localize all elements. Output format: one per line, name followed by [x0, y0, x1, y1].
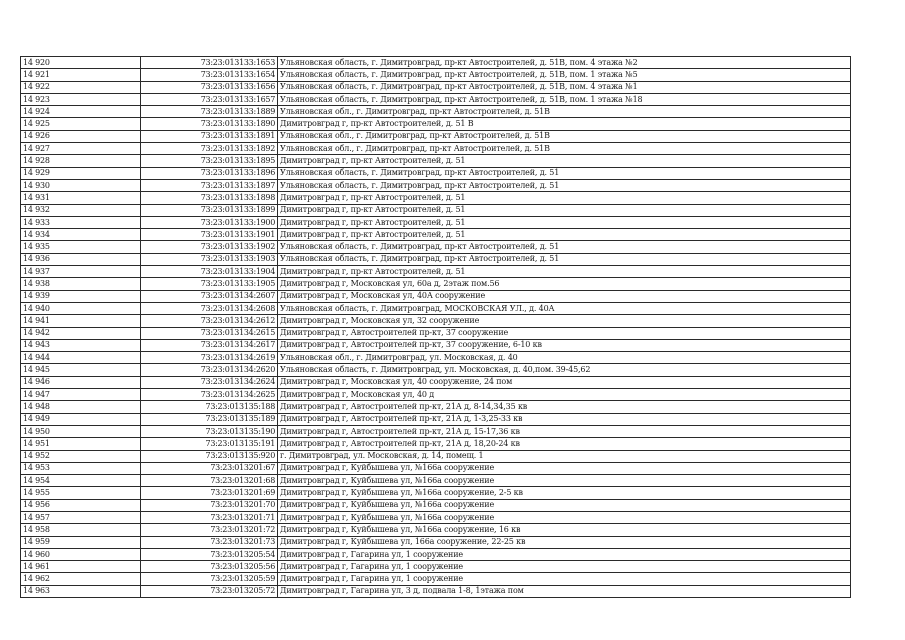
- address-cell: Димитровград г, Куйбышева ул, №166а сооружение: [278, 462, 851, 474]
- address-cell: г. Димитровград, ул. Московская, д. 14, помещ. 1: [278, 450, 851, 462]
- row-number-cell: 14 952: [21, 450, 141, 462]
- row-number-cell: 14 954: [21, 475, 141, 487]
- address-cell: Димитровград г, Автостроителей пр-кт, 37 сооружение, 6-10 кв: [278, 339, 851, 351]
- cadastral-number-cell: 73:23:013133:1899: [141, 204, 278, 216]
- row-number-cell: 14 951: [21, 438, 141, 450]
- row-number-cell: 14 927: [21, 143, 141, 155]
- row-number-cell: 14 959: [21, 536, 141, 548]
- row-number-cell: 14 956: [21, 499, 141, 511]
- row-number-cell: 14 948: [21, 401, 141, 413]
- cadastral-number-cell: 73:23:013133:1657: [141, 93, 278, 105]
- table-row: [21, 155, 851, 167]
- cadastral-number-cell: 73:23:013133:1900: [141, 216, 278, 228]
- table-row: [21, 93, 851, 105]
- row-number-cell: 14 924: [21, 106, 141, 118]
- table-row: [21, 143, 851, 155]
- row-number-cell: 14 955: [21, 487, 141, 499]
- address-cell: Димитровград г, пр-кт Автостроителей, д. 51: [278, 229, 851, 241]
- table-row: [21, 462, 851, 474]
- address-cell: Димитровград г, Гагарина ул, 1 сооружение: [278, 561, 851, 573]
- address-cell: Димитровград г, пр-кт Автостроителей, д. 51: [278, 266, 851, 278]
- table-row: [21, 179, 851, 191]
- row-number-cell: 14 944: [21, 352, 141, 364]
- table-row: [21, 290, 851, 302]
- cadastral-number-cell: 73:23:013133:1905: [141, 278, 278, 290]
- row-number-cell: 14 953: [21, 462, 141, 474]
- address-cell: Димитровград г, Автостроителей пр-кт, 21А д, 1-3,25-33 кв: [278, 413, 851, 425]
- address-cell: Димитровград г, Гагарина ул, 3 д, подвала 1-8, 1этажа пом: [278, 585, 851, 597]
- table-row: [21, 229, 851, 241]
- table-row: [21, 266, 851, 278]
- address-cell: Ульяновская область, г. Димитровград, МОСКОВСКАЯ УЛ., д. 40А: [278, 302, 851, 314]
- cadastral-number-cell: 73:23:013205:54: [141, 548, 278, 560]
- registry-table-body: [21, 57, 851, 598]
- address-cell: Димитровград г, Московская ул, 40 д: [278, 389, 851, 401]
- cadastral-number-cell: 73:23:013135:191: [141, 438, 278, 450]
- row-number-cell: 14 937: [21, 266, 141, 278]
- address-cell: Ульяновская обл., г. Димитровград, пр-кт Автостроителей, д. 51В: [278, 130, 851, 142]
- row-number-cell: 14 942: [21, 327, 141, 339]
- address-cell: Димитровград г, Куйбышева ул, №166а сооружение, 2-5 кв: [278, 487, 851, 499]
- address-cell: Димитровград г, Автостроителей пр-кт, 21А д, 15-17,36 кв: [278, 425, 851, 437]
- address-cell: Димитровград г, Автостроителей пр-кт, 21А д, 8-14,34,35 кв: [278, 401, 851, 413]
- cadastral-number-cell: 73:23:013133:1654: [141, 69, 278, 81]
- address-cell: Димитровград г, Московская ул, 32 сооружение: [278, 315, 851, 327]
- row-number-cell: 14 932: [21, 204, 141, 216]
- cadastral-number-cell: 73:23:013205:56: [141, 561, 278, 573]
- table-row: [21, 118, 851, 130]
- cadastral-number-cell: 73:23:013134:2620: [141, 364, 278, 376]
- row-number-cell: 14 961: [21, 561, 141, 573]
- cadastral-number-cell: 73:23:013201:71: [141, 511, 278, 523]
- table-row: [21, 339, 851, 351]
- cadastral-number-cell: 73:23:013135:920: [141, 450, 278, 462]
- table-row: [21, 511, 851, 523]
- table-row: [21, 401, 851, 413]
- address-cell: Димитровград г, Куйбышева ул, №166а сооружение: [278, 475, 851, 487]
- address-cell: Ульяновская область, г. Димитровград, пр-кт Автостроителей, д. 51: [278, 167, 851, 179]
- cadastral-number-cell: 73:23:013133:1656: [141, 81, 278, 93]
- table-row: [21, 352, 851, 364]
- address-cell: Ульяновская обл., г. Димитровград, пр-кт Автостроителей, д. 51В: [278, 143, 851, 155]
- table-row: [21, 499, 851, 511]
- table-row: [21, 524, 851, 536]
- address-cell: Димитровград г, Автостроителей пр-кт, 37 сооружение: [278, 327, 851, 339]
- row-number-cell: 14 930: [21, 179, 141, 191]
- address-cell: Димитровград г, Московская ул, 40 сооружение, 24 пом: [278, 376, 851, 388]
- cadastral-number-cell: 73:23:013134:2608: [141, 302, 278, 314]
- row-number-cell: 14 962: [21, 573, 141, 585]
- row-number-cell: 14 939: [21, 290, 141, 302]
- address-cell: Ульяновская область, г. Димитровград, пр-кт Автостроителей, д. 51: [278, 241, 851, 253]
- table-row: [21, 389, 851, 401]
- cadastral-number-cell: 73:23:013205:59: [141, 573, 278, 585]
- cadastral-number-cell: 73:23:013133:1890: [141, 118, 278, 130]
- address-cell: Ульяновская область, г. Димитровград, пр-кт Автостроителей, д. 51В, пом. 4 этажа №1: [278, 81, 851, 93]
- row-number-cell: 14 926: [21, 130, 141, 142]
- cadastral-number-cell: 73:23:013135:189: [141, 413, 278, 425]
- table-row: [21, 315, 851, 327]
- cadastral-number-cell: 73:23:013133:1892: [141, 143, 278, 155]
- row-number-cell: 14 957: [21, 511, 141, 523]
- address-cell: Димитровград г, пр-кт Автостроителей, д. 51: [278, 192, 851, 204]
- table-row: [21, 573, 851, 585]
- cadastral-number-cell: 73:23:013201:70: [141, 499, 278, 511]
- address-cell: Ульяновская область, г. Димитровград, пр-кт Автостроителей, д. 51В, пом. 1 этажа №5: [278, 69, 851, 81]
- table-row: [21, 536, 851, 548]
- table-row: [21, 278, 851, 290]
- row-number-cell: 14 921: [21, 69, 141, 81]
- row-number-cell: 14 931: [21, 192, 141, 204]
- registry-sheet: [20, 56, 850, 598]
- table-row: [21, 475, 851, 487]
- cadastral-number-cell: 73:23:013134:2615: [141, 327, 278, 339]
- cadastral-number-cell: 73:23:013134:2619: [141, 352, 278, 364]
- cadastral-number-cell: 73:23:013134:2624: [141, 376, 278, 388]
- row-number-cell: 14 928: [21, 155, 141, 167]
- row-number-cell: 14 940: [21, 302, 141, 314]
- row-number-cell: 14 943: [21, 339, 141, 351]
- address-cell: Ульяновская область, г. Димитровград, пр-кт Автостроителей, д. 51В, пом. 4 этажа №2: [278, 57, 851, 69]
- row-number-cell: 14 946: [21, 376, 141, 388]
- table-row: [21, 561, 851, 573]
- table-row: [21, 438, 851, 450]
- table-row: [21, 130, 851, 142]
- address-cell: Димитровград г, Гагарина ул, 1 сооружение: [278, 548, 851, 560]
- table-row: [21, 302, 851, 314]
- row-number-cell: 14 936: [21, 253, 141, 265]
- row-number-cell: 14 923: [21, 93, 141, 105]
- table-row: [21, 585, 851, 597]
- row-number-cell: 14 925: [21, 118, 141, 130]
- address-cell: Ульяновская область, г. Димитровград, пр-кт Автостроителей, д. 51: [278, 179, 851, 191]
- row-number-cell: 14 938: [21, 278, 141, 290]
- address-cell: Димитровград г, Московская ул, 60а д, 2этаж пом.56: [278, 278, 851, 290]
- row-number-cell: 14 963: [21, 585, 141, 597]
- table-row: [21, 81, 851, 93]
- address-cell: Димитровград г, Автостроителей пр-кт, 21А д, 18,20-24 кв: [278, 438, 851, 450]
- cadastral-number-cell: 73:23:013201:68: [141, 475, 278, 487]
- cadastral-number-cell: 73:23:013133:1891: [141, 130, 278, 142]
- cadastral-number-cell: 73:23:013201:67: [141, 462, 278, 474]
- cadastral-number-cell: 73:23:013133:1898: [141, 192, 278, 204]
- address-cell: Димитровград г, Московская ул, 40А сооружение: [278, 290, 851, 302]
- cadastral-number-cell: 73:23:013135:190: [141, 425, 278, 437]
- table-row: [21, 57, 851, 69]
- address-cell: Димитровград г, Куйбышева ул, №166а сооружение, 16 кв: [278, 524, 851, 536]
- row-number-cell: 14 941: [21, 315, 141, 327]
- table-row: [21, 167, 851, 179]
- address-cell: Димитровград г, Гагарина ул, 1 сооружение: [278, 573, 851, 585]
- row-number-cell: 14 933: [21, 216, 141, 228]
- cadastral-number-cell: 73:23:013133:1903: [141, 253, 278, 265]
- table-row: [21, 216, 851, 228]
- table-row: [21, 192, 851, 204]
- row-number-cell: 14 950: [21, 425, 141, 437]
- address-cell: Димитровград г, пр-кт Автостроителей, д. 51: [278, 155, 851, 167]
- table-row: [21, 487, 851, 499]
- table-row: [21, 106, 851, 118]
- table-row: [21, 253, 851, 265]
- row-number-cell: 14 922: [21, 81, 141, 93]
- address-cell: Ульяновская обл., г. Димитровград, ул. Московская, д. 40: [278, 352, 851, 364]
- cadastral-number-cell: 73:23:013133:1904: [141, 266, 278, 278]
- table-row: [21, 69, 851, 81]
- table-row: [21, 425, 851, 437]
- table-row: [21, 548, 851, 560]
- cadastral-number-cell: 73:23:013205:72: [141, 585, 278, 597]
- address-cell: Димитровград г, Куйбышева ул, №166а сооружение: [278, 511, 851, 523]
- row-number-cell: 14 920: [21, 57, 141, 69]
- registry-table: [20, 56, 851, 598]
- address-cell: Димитровград г, пр-кт Автостроителей, д. 51: [278, 204, 851, 216]
- row-number-cell: 14 945: [21, 364, 141, 376]
- row-number-cell: 14 935: [21, 241, 141, 253]
- table-row: [21, 327, 851, 339]
- address-cell: Димитровград г, пр-кт Автостроителей, д. 51 В: [278, 118, 851, 130]
- address-cell: Димитровград г, Куйбышева ул, 166а сооружение, 22-25 кв: [278, 536, 851, 548]
- cadastral-number-cell: 73:23:013133:1889: [141, 106, 278, 118]
- cadastral-number-cell: 73:23:013135:188: [141, 401, 278, 413]
- cadastral-number-cell: 73:23:013133:1653: [141, 57, 278, 69]
- row-number-cell: 14 958: [21, 524, 141, 536]
- cadastral-number-cell: 73:23:013133:1902: [141, 241, 278, 253]
- table-row: [21, 204, 851, 216]
- address-cell: Ульяновская область, г. Димитровград, пр-кт Автостроителей, д. 51: [278, 253, 851, 265]
- address-cell: Ульяновская область, г. Димитровград, пр-кт Автостроителей, д. 51В, пом. 1 этажа №18: [278, 93, 851, 105]
- cadastral-number-cell: 73:23:013134:2617: [141, 339, 278, 351]
- cadastral-number-cell: 73:23:013133:1896: [141, 167, 278, 179]
- cadastral-number-cell: 73:23:013201:69: [141, 487, 278, 499]
- cadastral-number-cell: 73:23:013133:1897: [141, 179, 278, 191]
- row-number-cell: 14 960: [21, 548, 141, 560]
- cadastral-number-cell: 73:23:013133:1901: [141, 229, 278, 241]
- address-cell: Ульяновская область, г. Димитровград, ул. Московская, д. 40,пом. 39-45,62: [278, 364, 851, 376]
- cadastral-number-cell: 73:23:013133:1895: [141, 155, 278, 167]
- row-number-cell: 14 934: [21, 229, 141, 241]
- table-row: [21, 413, 851, 425]
- cadastral-number-cell: 73:23:013134:2607: [141, 290, 278, 302]
- table-row: [21, 376, 851, 388]
- table-row: [21, 241, 851, 253]
- cadastral-number-cell: 73:23:013201:73: [141, 536, 278, 548]
- table-row: [21, 364, 851, 376]
- cadastral-number-cell: 73:23:013134:2625: [141, 389, 278, 401]
- row-number-cell: 14 947: [21, 389, 141, 401]
- address-cell: Ульяновская обл., г. Димитровград, пр-кт Автостроителей, д. 51В: [278, 106, 851, 118]
- cadastral-number-cell: 73:23:013201:72: [141, 524, 278, 536]
- address-cell: Димитровград г, Куйбышева ул, №166а сооружение: [278, 499, 851, 511]
- cadastral-number-cell: 73:23:013134:2612: [141, 315, 278, 327]
- table-row: [21, 450, 851, 462]
- row-number-cell: 14 929: [21, 167, 141, 179]
- address-cell: Димитровград г, пр-кт Автостроителей, д. 51: [278, 216, 851, 228]
- row-number-cell: 14 949: [21, 413, 141, 425]
